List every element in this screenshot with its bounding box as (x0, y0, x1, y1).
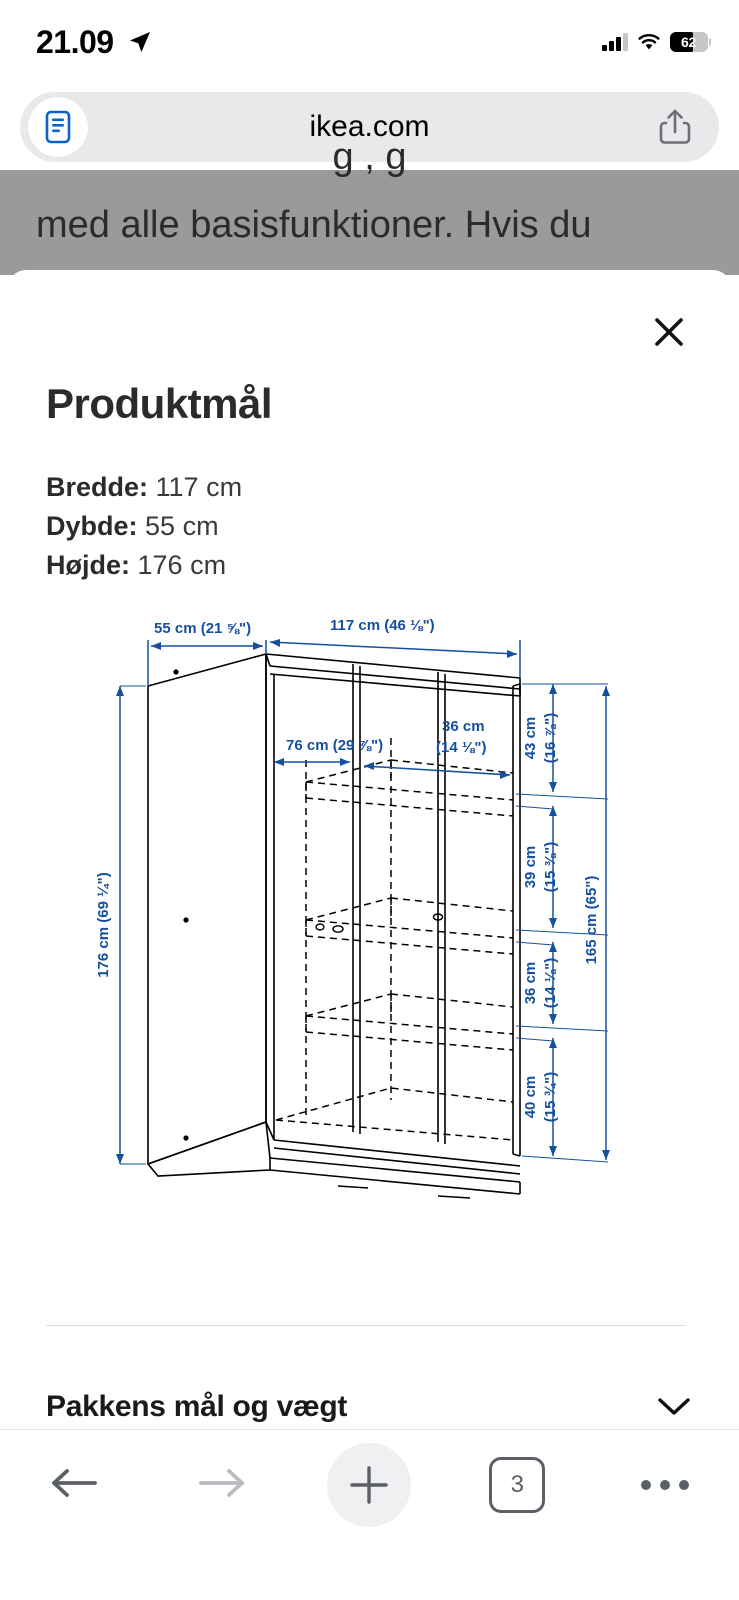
dim-label-interior-height: 165 cm (65") (583, 875, 600, 965)
background-text-line-2: med alle basisfunktioner. Hvis du (36, 204, 592, 246)
dim-label-door-right-2: (14 ⅛") (436, 739, 487, 756)
accordion-label: Pakkens mål og vægt (46, 1390, 348, 1423)
plus-icon (327, 1443, 411, 1527)
url-text[interactable]: ikea.com (309, 110, 430, 143)
dim-label-sec4-a: 40 cm (522, 1075, 539, 1119)
back-arrow-icon (47, 1463, 101, 1508)
dim-label-sec2-a: 39 cm (522, 845, 539, 889)
dim-label-depth: 55 cm (21 ⅝") (154, 620, 252, 637)
status-time: 21.09 (36, 24, 114, 60)
section-divider (46, 1325, 686, 1326)
cellular-bars-icon (602, 33, 628, 51)
spec-label-bredde: Bredde: (46, 472, 149, 502)
product-dimensions-sheet (8, 270, 731, 1430)
spec-list (46, 468, 646, 585)
chevron-down-icon[interactable] (657, 1396, 691, 1418)
dim-label-width: 117 cm (46 ⅛") (330, 617, 435, 634)
dimmed-page-background (0, 136, 739, 275)
dim-label-height-total: 176 cm (69 ¼") (95, 872, 112, 978)
status-bar (0, 0, 739, 84)
spec-label-dybde: Dybde: (46, 511, 138, 542)
dim-label-sec1-a: 43 cm (522, 716, 539, 760)
wifi-icon (637, 33, 661, 51)
forward-arrow-icon (195, 1463, 249, 1508)
battery-icon (670, 32, 708, 52)
battery-percent-label: 62 (681, 34, 696, 50)
spec-value-dybde: 55 cm (145, 511, 219, 542)
status-indicators (602, 28, 711, 56)
new-tab-button[interactable] (296, 1430, 444, 1540)
forward-button[interactable] (148, 1430, 296, 1540)
battery-cap (709, 38, 712, 46)
dim-label-sec2-b: (15 ⅜") (542, 841, 559, 893)
page-title: Produktmål (46, 380, 273, 427)
dim-label-sec3-b: (14 ⅛") (542, 957, 559, 1009)
tab-count-badge: 3 (489, 1457, 545, 1513)
spec-value-bredde: 117 cm (155, 472, 243, 502)
more-ellipsis-icon (641, 1480, 689, 1490)
spec-label-hojde: Højde: (46, 550, 130, 581)
dim-label-door-right-1: 36 cm (442, 718, 485, 735)
location-arrow-icon (128, 30, 152, 54)
spec-row-bredde (46, 468, 646, 507)
back-button[interactable] (0, 1430, 148, 1540)
tabs-button[interactable] (443, 1430, 591, 1540)
spec-value-hojde: 176 cm (137, 550, 227, 581)
close-icon[interactable] (645, 308, 693, 356)
dim-label-sec1-b: (16 ⅞") (542, 712, 559, 764)
background-text-line-1: g , g (332, 136, 407, 178)
product-dimension-drawing (8, 617, 731, 1240)
spec-row-dybde (46, 507, 646, 546)
more-button[interactable] (591, 1430, 739, 1540)
dim-label-sec3-a: 36 cm (522, 961, 539, 1005)
spec-row-hojde (46, 546, 646, 585)
dim-label-door-left: 76 cm (29 ⅞") (286, 737, 384, 754)
dim-label-sec4-b: (15 ¾") (542, 1071, 559, 1123)
browser-bottom-toolbar (0, 1429, 739, 1600)
